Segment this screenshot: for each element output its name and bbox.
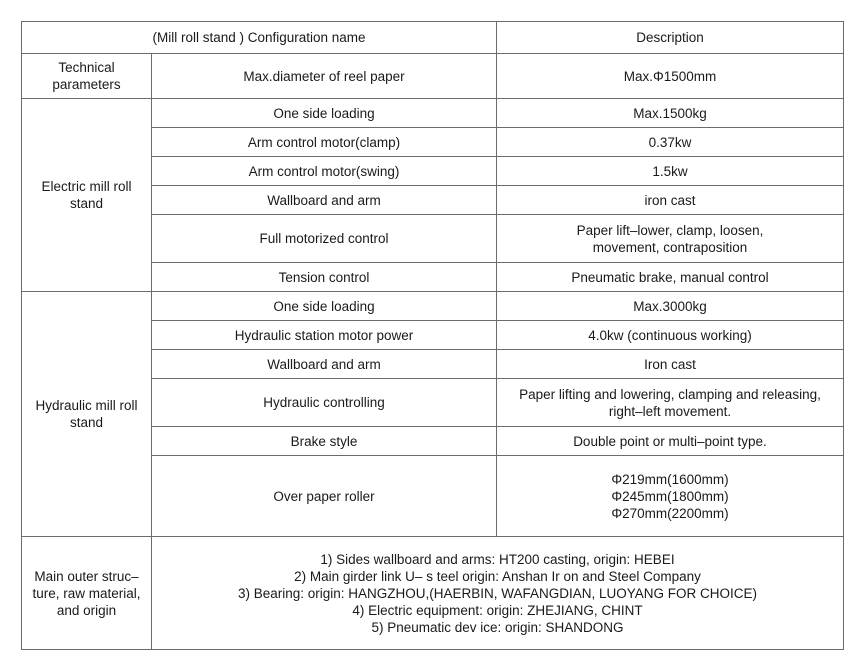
header-row — [22, 22, 844, 54]
outer-category — [22, 537, 152, 650]
category-line: ture, raw material, — [32, 585, 141, 601]
item-cell: Wallboard and arm — [152, 186, 497, 215]
value-line: movement, contraposition — [592, 239, 748, 255]
detail-line: 1) Sides wallboard and arms: HT200 casting, origin: HEBEI — [320, 551, 675, 567]
technical-row — [22, 54, 844, 99]
item-cell: Arm control motor(clamp) — [152, 128, 497, 157]
item-cell: Full motorized control — [152, 215, 497, 263]
value-cell — [497, 321, 844, 350]
value-line: Iron cast — [644, 356, 696, 372]
value-line: Paper lifting and lowering, clamping and releasing, — [519, 386, 821, 402]
value-cell — [497, 350, 844, 379]
item-cell: Tension control — [152, 263, 497, 292]
table-row — [22, 99, 844, 128]
item-cell: One side loading — [152, 99, 497, 128]
value-line: Pneumatic brake, manual control — [571, 269, 769, 285]
table-row — [22, 292, 844, 321]
item-cell: Arm control motor(swing) — [152, 157, 497, 186]
value-line: iron cast — [644, 192, 696, 208]
value-line: 1.5kw — [652, 163, 688, 179]
hydraulic-category — [22, 292, 152, 537]
value-line: Paper lift–lower, clamp, loosen, — [576, 222, 764, 238]
value-cell — [497, 292, 844, 321]
item-cell: Max.diameter of reel paper — [152, 54, 497, 99]
value-cell — [497, 215, 844, 263]
category-line: Technical — [58, 60, 115, 75]
item-cell: Hydraulic controlling — [152, 379, 497, 427]
value-cell — [497, 379, 844, 427]
value-cell — [497, 456, 844, 537]
outer-row — [22, 537, 844, 650]
category-line: Hydraulic mill roll — [35, 398, 138, 413]
item-cell: One side loading — [152, 292, 497, 321]
category-line: stand — [69, 196, 104, 211]
item-cell: Over paper roller — [152, 456, 497, 537]
outer-details — [152, 537, 844, 650]
value-cell — [497, 128, 844, 157]
value-cell: Max.Φ1500mm — [497, 54, 844, 99]
detail-line: 5) Pneumatic dev ice: origin: SHANDONG — [371, 619, 624, 635]
value-line: Max.3000kg — [633, 298, 707, 314]
technical-category — [22, 54, 152, 99]
value-line: Double point or multi–point type. — [573, 433, 767, 449]
value-cell — [497, 99, 844, 128]
value-line: 0.37kw — [648, 134, 692, 150]
item-cell: Hydraulic station motor power — [152, 321, 497, 350]
item-cell: Wallboard and arm — [152, 350, 497, 379]
detail-line: 3) Bearing: origin: HANGZHOU,(HAERBIN, WAFANGDIAN, LUOYANG FOR CHOICE) — [237, 585, 758, 601]
value-line: Φ245mm(1800mm) — [611, 488, 729, 504]
category-line: and origin — [56, 602, 117, 618]
value-cell — [497, 263, 844, 292]
detail-line: 2) Main girder link U– s teel origin: Anshan Ir on and Steel Company — [294, 568, 701, 584]
spec-table — [21, 21, 844, 650]
category-line: Main outer struc– — [34, 568, 139, 584]
electric-category — [22, 99, 152, 292]
header-description: Description — [497, 22, 844, 54]
value-cell — [497, 186, 844, 215]
value-line: 4.0kw (continuous working) — [588, 327, 752, 343]
category-line: Electric mill roll — [41, 179, 132, 194]
value-cell — [497, 157, 844, 186]
value-cell — [497, 427, 844, 456]
value-line: Φ219mm(1600mm) — [611, 471, 729, 487]
value-line: right–left movement. — [608, 403, 732, 419]
value-line: Max.1500kg — [633, 105, 707, 121]
item-cell: Brake style — [152, 427, 497, 456]
detail-line: 4) Electric equipment: origin: ZHEJIANG, CHINT — [352, 602, 643, 618]
header-config-name: (Mill roll stand ) Configuration name — [22, 22, 497, 54]
value-line: Φ270mm(2200mm) — [611, 505, 729, 521]
category-line: parameters — [52, 77, 121, 92]
category-line: stand — [69, 415, 104, 430]
